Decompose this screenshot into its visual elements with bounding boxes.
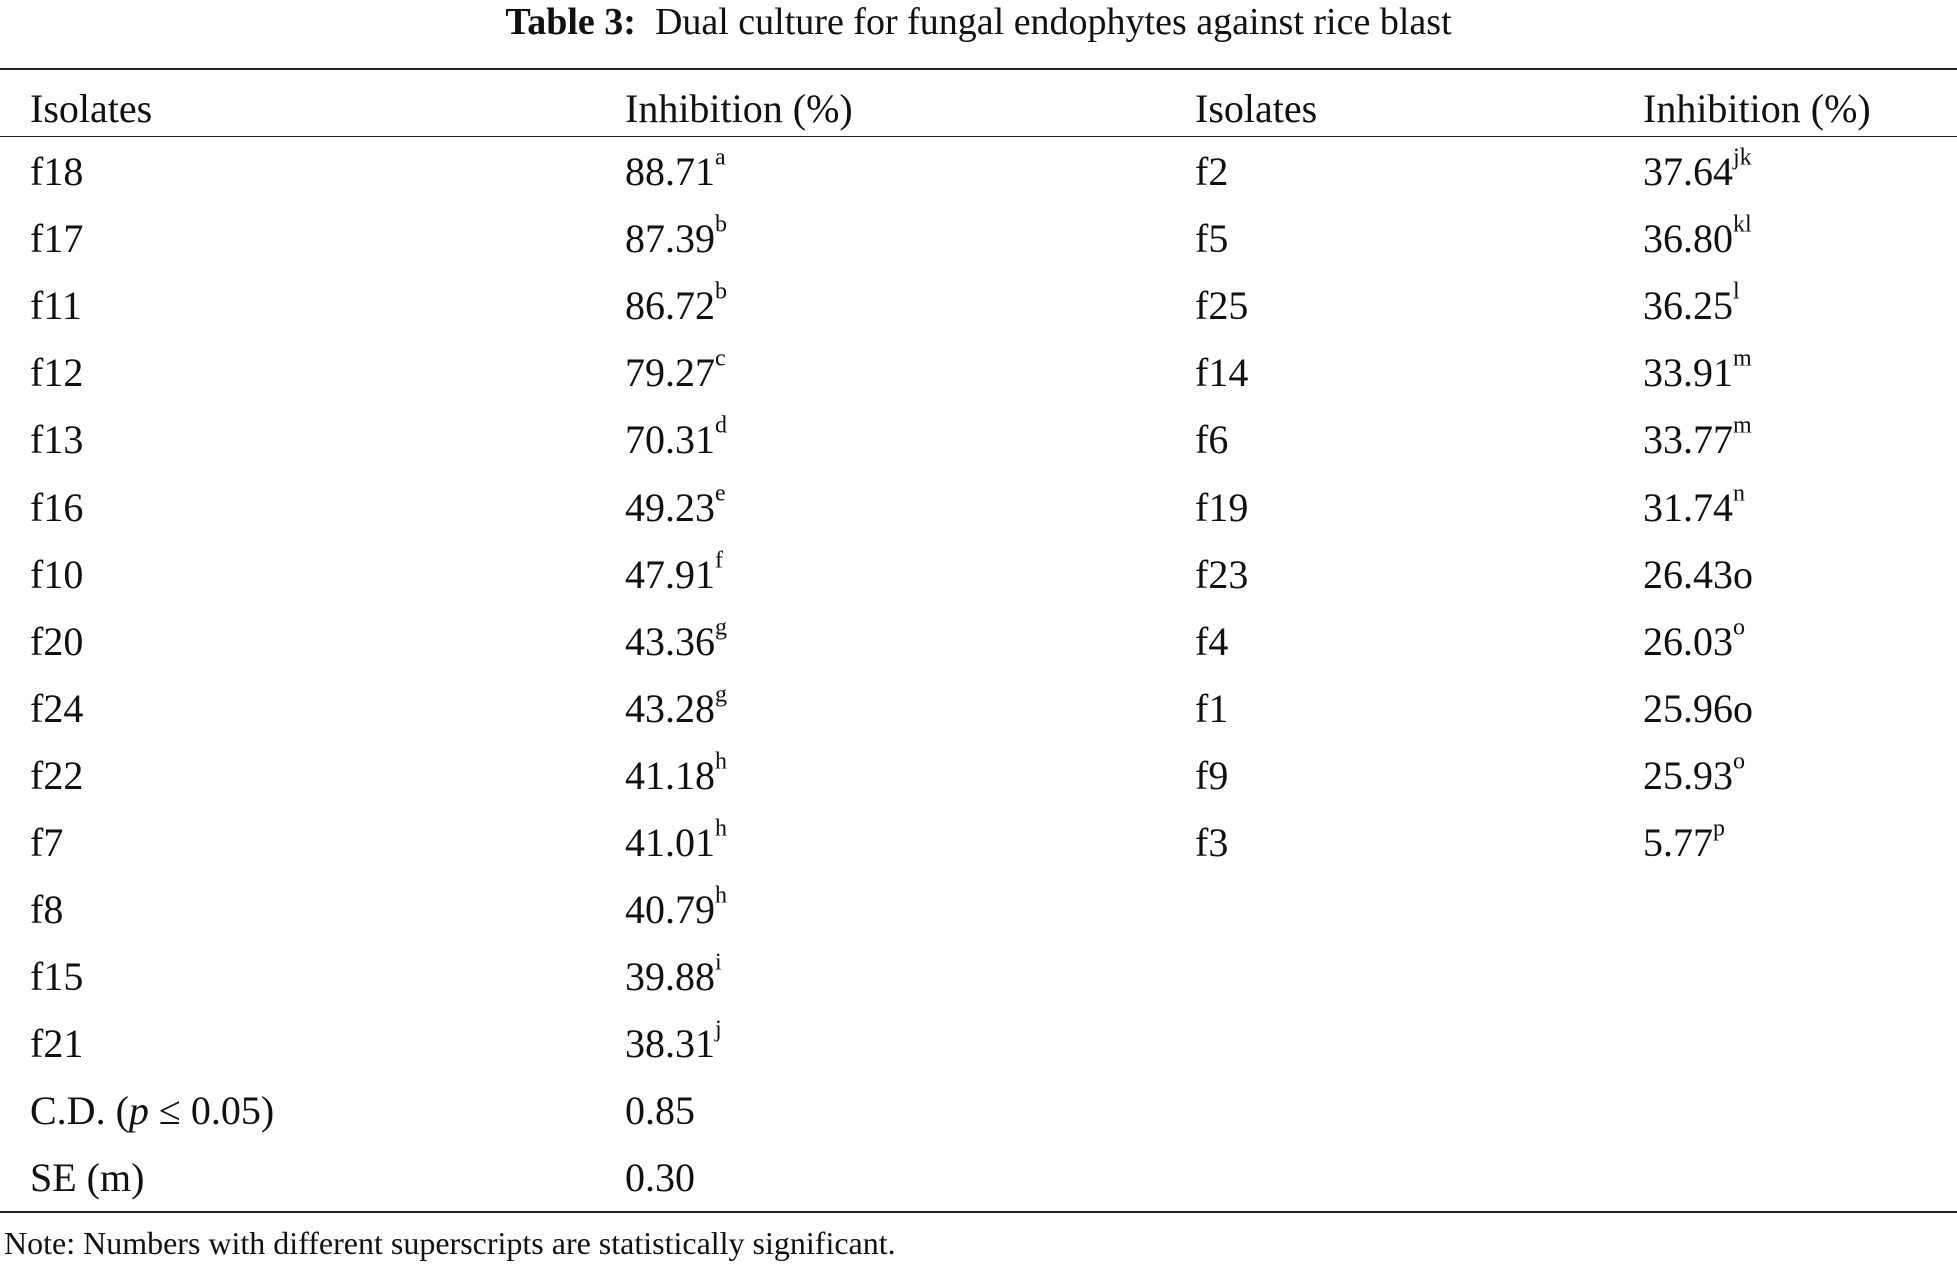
- significance-letter: a: [715, 144, 726, 171]
- cd-row: [0, 1077, 1957, 1144]
- inhibition-value: 36.80: [1643, 216, 1733, 262]
- isolate-cell: f15: [30, 954, 84, 1000]
- cd-label: [0, 1077, 625, 1144]
- isolate-cell: f2: [1195, 149, 1229, 195]
- empty-cell: [1643, 1144, 1957, 1211]
- inhibition-value: 37.64: [1643, 149, 1733, 195]
- inhibition-value: 43.28: [625, 685, 715, 731]
- bottom-rule: [0, 1211, 1957, 1213]
- significance-letter: o: [1733, 614, 1745, 641]
- isolate-cell: f1: [1195, 685, 1229, 731]
- inhibition-value: 88.71: [625, 149, 715, 195]
- table-row: [0, 742, 1957, 809]
- isolate-cell: f11: [30, 283, 82, 329]
- inhibition-table: [0, 78, 1957, 1212]
- inhibition-cell: [625, 541, 1195, 608]
- significance-letter: f: [715, 547, 723, 574]
- significance-letter: l: [1733, 278, 1740, 305]
- significance-letter: jk: [1733, 144, 1752, 171]
- significance-letter: g: [715, 614, 727, 641]
- inhibition-value: 70.31: [625, 417, 715, 463]
- cd-value: 0.85: [625, 1088, 695, 1134]
- header-isolates-left: Isolates: [30, 85, 153, 131]
- inhibition-cell: [1643, 138, 1957, 205]
- empty-cell: [1643, 876, 1957, 943]
- isolate-cell: f19: [1195, 484, 1249, 530]
- empty-cell: [1643, 1010, 1957, 1077]
- significance-letter: h: [715, 882, 727, 909]
- table-caption: [0, 0, 1957, 44]
- inhibition-value: 39.88: [625, 954, 715, 1000]
- inhibition-cell: [1643, 608, 1957, 675]
- inhibition-cell: [1643, 809, 1957, 876]
- significance-letter: kl: [1733, 211, 1752, 238]
- isolate-cell: f8: [30, 887, 64, 933]
- isolate-cell: f22: [30, 752, 84, 798]
- table-row: [0, 809, 1957, 876]
- header-inhibition-right: Inhibition (%): [1643, 85, 1871, 131]
- significance-letter: m: [1733, 413, 1752, 440]
- inhibition-cell: [1643, 742, 1957, 809]
- empty-cell: [1195, 1144, 1643, 1211]
- table-row: [0, 406, 1957, 473]
- table-row: [0, 943, 1957, 1010]
- table-row: [0, 541, 1957, 608]
- header-isolates-right: Isolates: [1195, 85, 1318, 131]
- se-row: [0, 1144, 1957, 1211]
- isolate-cell: f4: [1195, 618, 1229, 664]
- empty-cell: [1195, 1010, 1643, 1077]
- top-rule: [0, 68, 1957, 70]
- inhibition-cell: [625, 272, 1195, 339]
- isolate-cell: f17: [30, 216, 84, 262]
- cd-p: p: [128, 1088, 149, 1134]
- table-row: [0, 272, 1957, 339]
- significance-letter: b: [715, 211, 727, 238]
- inhibition-cell: [1643, 406, 1957, 473]
- inhibition-cell: [1643, 473, 1957, 540]
- significance-letter: c: [715, 345, 726, 372]
- empty-cell: [1195, 1077, 1643, 1144]
- isolate-cell: f6: [1195, 417, 1229, 463]
- isolate-cell: f24: [30, 685, 84, 731]
- inhibition-value: 33.77: [1643, 417, 1733, 463]
- significance-letter: i: [715, 949, 722, 976]
- inhibition-cell: [625, 339, 1195, 406]
- inhibition-cell: [625, 742, 1195, 809]
- inhibition-value: 33.91: [1643, 350, 1733, 396]
- inhibition-value: 41.18: [625, 752, 715, 798]
- isolate-cell: f13: [30, 417, 84, 463]
- isolate-cell: f16: [30, 484, 84, 530]
- table-row: [0, 1010, 1957, 1077]
- inhibition-cell: [625, 406, 1195, 473]
- isolate-cell: f9: [1195, 752, 1229, 798]
- inhibition-cell: [1643, 675, 1957, 742]
- table-caption-label: Table 3:: [505, 1, 636, 43]
- inhibition-value: 40.79: [625, 887, 715, 933]
- table-note: Note: Numbers with different superscripts are statistically significant.: [4, 1225, 896, 1261]
- isolate-cell: f12: [30, 350, 84, 396]
- inhibition-value: 79.27: [625, 350, 715, 396]
- table-row: [0, 138, 1957, 205]
- table-row: [0, 205, 1957, 272]
- se-value: 0.30: [625, 1155, 695, 1201]
- significance-letter: b: [715, 278, 727, 305]
- inhibition-value: 43.36: [625, 618, 715, 664]
- se-label: SE (m): [30, 1155, 145, 1201]
- inhibition-cell: [1643, 205, 1957, 272]
- significance-letter: h: [715, 748, 727, 775]
- significance-letter: e: [715, 480, 726, 507]
- inhibition-value: 41.01: [625, 819, 715, 865]
- inhibition-cell: [625, 675, 1195, 742]
- cd-suffix: ≤ 0.05): [148, 1088, 275, 1134]
- table-row: [0, 473, 1957, 540]
- empty-cell: [1195, 943, 1643, 1010]
- inhibition-value: 47.91: [625, 551, 715, 597]
- inhibition-cell: [1643, 541, 1957, 608]
- table-row: [0, 608, 1957, 675]
- isolate-cell: f14: [1195, 350, 1249, 396]
- significance-letter: o: [1733, 748, 1745, 775]
- empty-cell: [1643, 943, 1957, 1010]
- inhibition-cell: [625, 1010, 1195, 1077]
- header-row: [0, 78, 1957, 138]
- cd-prefix: C.D. (: [30, 1088, 129, 1134]
- significance-letter: h: [715, 815, 727, 842]
- isolate-cell: f3: [1195, 819, 1229, 865]
- isolate-cell: f7: [30, 819, 64, 865]
- inhibition-cell: [625, 205, 1195, 272]
- inhibition-value: 49.23: [625, 484, 715, 530]
- inhibition-cell: [1643, 272, 1957, 339]
- inhibition-cell: [625, 809, 1195, 876]
- significance-letter: p: [1713, 815, 1725, 842]
- isolate-cell: f10: [30, 551, 84, 597]
- isolate-cell: f20: [30, 618, 84, 664]
- inhibition-cell: [1643, 339, 1957, 406]
- significance-letter: n: [1733, 480, 1745, 507]
- header-inhibition-left: Inhibition (%): [625, 85, 853, 131]
- empty-cell: [1195, 876, 1643, 943]
- isolate-cell: f18: [30, 149, 84, 195]
- significance-letter: d: [715, 413, 727, 440]
- significance-letter: j: [715, 1016, 722, 1043]
- table-row: [0, 339, 1957, 406]
- significance-letter: m: [1733, 345, 1752, 372]
- table-body: [0, 138, 1957, 1212]
- table-row: [0, 876, 1957, 943]
- isolate-cell: f21: [30, 1021, 84, 1067]
- inhibition-cell: [625, 138, 1195, 205]
- inhibition-cell: [625, 608, 1195, 675]
- inhibition-cell: [625, 876, 1195, 943]
- isolate-cell: f23: [1195, 551, 1249, 597]
- inhibition-value: 25.96o: [1643, 685, 1753, 731]
- inhibition-value: 38.31: [625, 1021, 715, 1067]
- inhibition-cell: [625, 473, 1195, 540]
- isolate-cell: f25: [1195, 283, 1249, 329]
- table-row: [0, 675, 1957, 742]
- table-caption-text: Dual culture for fungal endophytes against rice blast: [654, 1, 1452, 43]
- inhibition-value: 87.39: [625, 216, 715, 262]
- inhibition-value: 36.25: [1643, 283, 1733, 329]
- inhibition-value: 26.03: [1643, 618, 1733, 664]
- inhibition-value: 86.72: [625, 283, 715, 329]
- isolate-cell: f5: [1195, 216, 1229, 262]
- inhibition-value: 5.77: [1643, 819, 1713, 865]
- inhibition-value: 26.43o: [1643, 551, 1753, 597]
- inhibition-value: 25.93: [1643, 752, 1733, 798]
- empty-cell: [1643, 1077, 1957, 1144]
- significance-letter: g: [715, 681, 727, 708]
- inhibition-cell: [625, 943, 1195, 1010]
- inhibition-value: 31.74: [1643, 484, 1733, 530]
